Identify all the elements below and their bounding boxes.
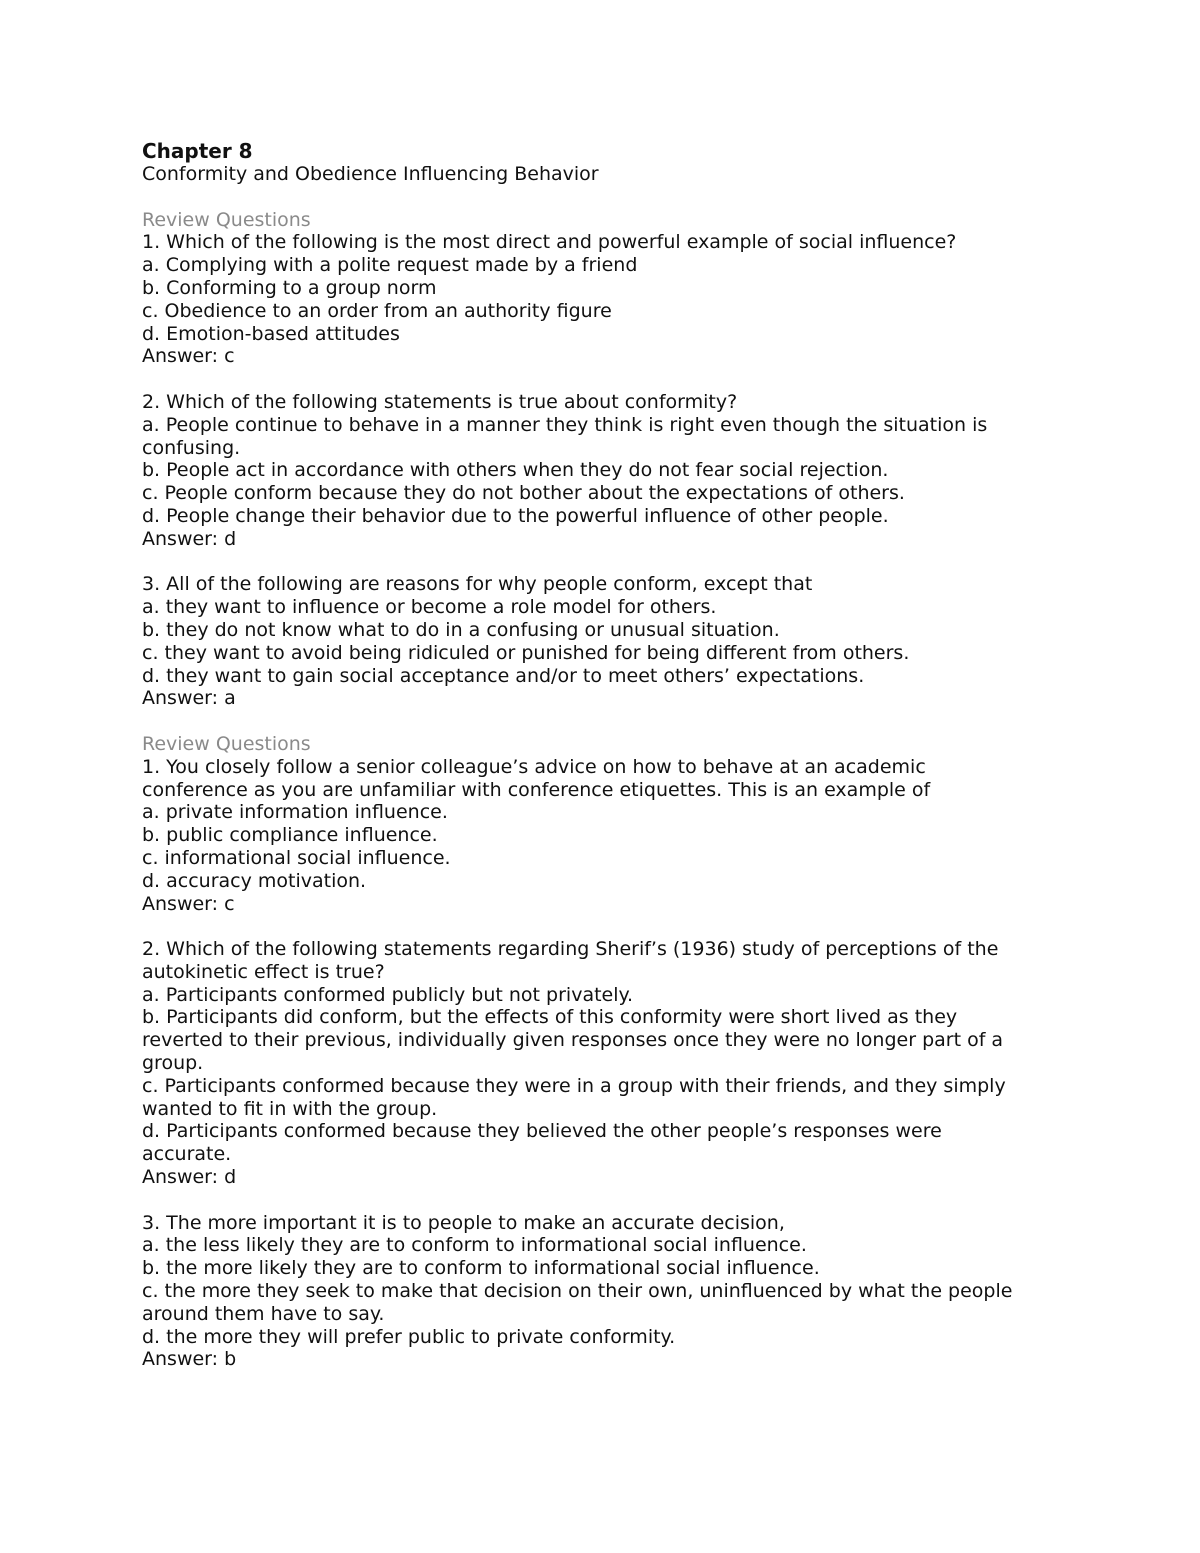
spacer bbox=[142, 1189, 1062, 1212]
question-block bbox=[142, 231, 1062, 368]
question-block bbox=[142, 756, 1062, 916]
option-line: d. People change their behavior due to the powerful influence of other people. bbox=[142, 504, 889, 527]
option-line: a. the less likely they are to conform to informational social influence. bbox=[142, 1234, 807, 1257]
answer-line: Answer: c bbox=[142, 892, 235, 915]
review-sections bbox=[142, 209, 1062, 1372]
answer-line: Answer: d bbox=[142, 1166, 237, 1189]
option-line: b. People act in accordance with others when they do not fear social rejection. bbox=[142, 459, 889, 482]
option-line: b. the more likely they are to conform to informational social influence. bbox=[142, 1257, 820, 1280]
answer-line: Answer: a bbox=[142, 687, 236, 710]
option-line: c. they want to avoid being ridiculed or punished for being different from others. bbox=[142, 641, 910, 664]
option-line: c. Participants conformed because they were in a group with their friends, and they simply bbox=[142, 1074, 1006, 1097]
question-text: 2. Which of the following statements is true about conformity? bbox=[142, 390, 738, 413]
document-page bbox=[142, 140, 1062, 1371]
option-line: b. Participants did conform, but the effects of this conformity were short lived as they bbox=[142, 1006, 958, 1029]
spacer bbox=[142, 368, 1062, 391]
option-line: c. Obedience to an order from an authority figure bbox=[142, 299, 612, 322]
question-text: 1. You closely follow a senior colleague’s advice on how to behave at an academic bbox=[142, 755, 926, 778]
chapter-subtitle: Conformity and Obedience Influencing Behavior bbox=[142, 163, 599, 185]
option-line: b. public compliance influence. bbox=[142, 824, 438, 847]
option-line: autokinetic effect is true? bbox=[142, 960, 385, 983]
option-line: d. Emotion-based attitudes bbox=[142, 322, 400, 345]
spacer bbox=[142, 186, 1062, 209]
answer-line: Answer: c bbox=[142, 345, 235, 368]
question-block bbox=[142, 1212, 1062, 1372]
option-line: c. the more they seek to make that decision on their own, uninfluenced by what the people bbox=[142, 1280, 1013, 1303]
question-text: 1. Which of the following is the most direct and powerful example of social influence? bbox=[142, 231, 957, 254]
question-text: 2. Which of the following statements regarding Sherif’s (1936) study of perceptions of the bbox=[142, 938, 999, 961]
option-line: conference as you are unfamiliar with conference etiquettes. This is an example of bbox=[142, 778, 931, 801]
spacer bbox=[142, 710, 1062, 733]
option-line: b. Conforming to a group norm bbox=[142, 276, 437, 299]
review-section bbox=[142, 733, 1062, 1371]
spacer bbox=[142, 551, 1062, 574]
question-block bbox=[142, 391, 1062, 551]
option-line: d. Participants conformed because they believed the other people’s responses were bbox=[142, 1120, 942, 1143]
option-line: reverted to their previous, individually given responses once they were no longer part of a bbox=[142, 1029, 1004, 1052]
option-line: d. accuracy motivation. bbox=[142, 869, 367, 892]
option-line: c. People conform because they do not bother about the expectations of others. bbox=[142, 482, 905, 505]
question-text: 3. The more important it is to people to make an accurate decision, bbox=[142, 1211, 785, 1234]
option-line: a. People continue to behave in a manner they think is right even though the situation is bbox=[142, 413, 988, 436]
option-line: b. they do not know what to do in a confusing or unusual situation. bbox=[142, 618, 780, 641]
option-line: group. bbox=[142, 1052, 204, 1075]
answer-line: Answer: d bbox=[142, 527, 237, 550]
option-line: a. Participants conformed publicly but not privately. bbox=[142, 983, 634, 1006]
option-line: around them have to say. bbox=[142, 1302, 385, 1325]
question-text: 3. All of the following are reasons for why people conform, except that bbox=[142, 573, 813, 596]
section-heading: Review Questions bbox=[142, 208, 311, 231]
option-line: d. they want to gain social acceptance and/or to meet others’ expectations. bbox=[142, 664, 865, 687]
answer-line: Answer: b bbox=[142, 1348, 237, 1371]
option-line: a. Complying with a polite request made by a friend bbox=[142, 254, 638, 277]
section-heading: Review Questions bbox=[142, 732, 311, 755]
option-line: wanted to fit in with the group. bbox=[142, 1097, 438, 1120]
option-line: accurate. bbox=[142, 1143, 232, 1166]
spacer bbox=[142, 915, 1062, 938]
option-line: a. they want to influence or become a role model for others. bbox=[142, 596, 717, 619]
question-block bbox=[142, 573, 1062, 710]
question-block bbox=[142, 938, 1062, 1189]
option-line: c. informational social influence. bbox=[142, 846, 451, 869]
option-line: a. private information influence. bbox=[142, 801, 448, 824]
option-line: d. the more they will prefer public to private conformity. bbox=[142, 1325, 676, 1348]
option-line: confusing. bbox=[142, 436, 241, 459]
chapter-title: Chapter 8 bbox=[142, 139, 253, 163]
review-section bbox=[142, 209, 1062, 733]
